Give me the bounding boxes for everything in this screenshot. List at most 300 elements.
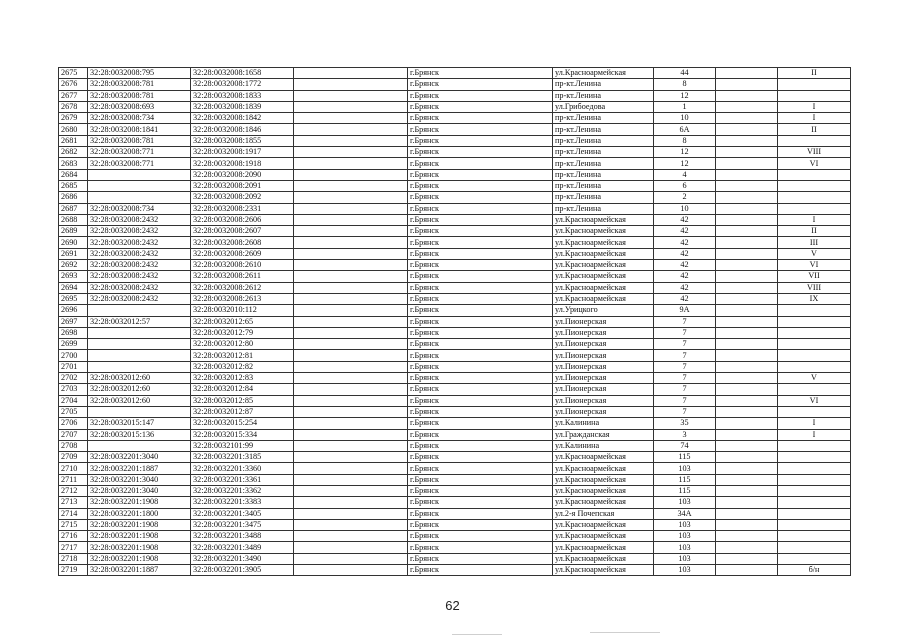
cell-cadastral-number: 32:28:0032008:1839	[191, 101, 294, 112]
cell-house-number: 115	[654, 485, 716, 496]
cell-house-number: 7	[654, 316, 716, 327]
cell-row-number: 2700	[59, 350, 88, 361]
cell-parent-cadastral-number	[88, 406, 191, 417]
cell-city: г.Брянск	[408, 350, 553, 361]
cell-empty-column	[716, 474, 778, 485]
cell-unit-number	[778, 90, 851, 101]
cell-empty-column	[716, 305, 778, 316]
cell-empty-column	[294, 147, 408, 158]
cell-street: ул.Калинина	[553, 440, 654, 451]
table-row	[59, 553, 851, 564]
cell-cadastral-number: 32:28:0032012:85	[191, 395, 294, 406]
table-row	[59, 282, 851, 293]
cell-cadastral-number: 32:28:0032008:2608	[191, 237, 294, 248]
table-body	[59, 68, 851, 576]
cell-parent-cadastral-number: 32:28:0032201:3040	[88, 452, 191, 463]
cell-unit-number: VIII	[778, 282, 851, 293]
cell-row-number: 2704	[59, 395, 88, 406]
cell-house-number: 42	[654, 282, 716, 293]
cell-empty-column	[716, 327, 778, 338]
cell-cadastral-number: 32:28:0032201:3362	[191, 485, 294, 496]
cell-cadastral-number: 32:28:0032201:3185	[191, 452, 294, 463]
cell-cadastral-number: 32:28:0032201:3475	[191, 519, 294, 530]
cell-row-number: 2689	[59, 226, 88, 237]
cell-empty-column	[716, 248, 778, 259]
cell-parent-cadastral-number: 32:28:0032201:1908	[88, 542, 191, 553]
cell-house-number: 74	[654, 440, 716, 451]
cell-street: пр-кт.Ленина	[553, 135, 654, 146]
cell-city: г.Брянск	[408, 440, 553, 451]
cell-empty-column	[294, 124, 408, 135]
table-row	[59, 68, 851, 79]
cell-cadastral-number: 32:28:0032201:3383	[191, 497, 294, 508]
cell-street: ул.Пионерская	[553, 384, 654, 395]
cell-row-number: 2684	[59, 169, 88, 180]
cell-row-number: 2708	[59, 440, 88, 451]
cell-row-number: 2697	[59, 316, 88, 327]
cell-street: пр-кт.Ленина	[553, 113, 654, 124]
cell-cadastral-number: 32:28:0032008:2611	[191, 271, 294, 282]
cell-empty-column	[716, 68, 778, 79]
table-row	[59, 429, 851, 440]
cell-empty-column	[294, 553, 408, 564]
table-row	[59, 519, 851, 530]
table-row	[59, 203, 851, 214]
cell-empty-column	[294, 327, 408, 338]
cell-house-number: 7	[654, 361, 716, 372]
cell-row-number: 2707	[59, 429, 88, 440]
table-row	[59, 327, 851, 338]
cell-empty-column	[294, 316, 408, 327]
cell-parent-cadastral-number: 32:28:0032008:781	[88, 135, 191, 146]
cell-row-number: 2701	[59, 361, 88, 372]
cell-row-number: 2690	[59, 237, 88, 248]
cell-house-number: 4	[654, 169, 716, 180]
cell-city: г.Брянск	[408, 101, 553, 112]
cell-house-number: 12	[654, 147, 716, 158]
cell-row-number: 2698	[59, 327, 88, 338]
cell-row-number: 2677	[59, 90, 88, 101]
cell-empty-column	[716, 147, 778, 158]
cell-cadastral-number: 32:28:0032012:87	[191, 406, 294, 417]
table-row	[59, 531, 851, 542]
cell-cadastral-number: 32:28:0032012:82	[191, 361, 294, 372]
cell-cadastral-number: 32:28:0032201:3405	[191, 508, 294, 519]
cell-parent-cadastral-number: 32:28:0032012:60	[88, 384, 191, 395]
cell-cadastral-number: 32:28:0032012:65	[191, 316, 294, 327]
cell-street: ул.Пионерская	[553, 395, 654, 406]
cell-row-number: 2717	[59, 542, 88, 553]
cell-empty-column	[716, 135, 778, 146]
cell-unit-number: V	[778, 373, 851, 384]
cell-unit-number: IX	[778, 293, 851, 304]
cell-street: ул.Красноармейская	[553, 485, 654, 496]
cell-street: ул.Красноармейская	[553, 542, 654, 553]
cell-unit-number: III	[778, 237, 851, 248]
cell-empty-column	[294, 406, 408, 417]
cell-parent-cadastral-number: 32:28:0032008:2432	[88, 226, 191, 237]
cell-empty-column	[716, 531, 778, 542]
cell-empty-column	[716, 271, 778, 282]
cell-unit-number	[778, 531, 851, 542]
table-row	[59, 474, 851, 485]
cell-empty-column	[294, 508, 408, 519]
cell-parent-cadastral-number	[88, 180, 191, 191]
cell-city: г.Брянск	[408, 158, 553, 169]
cell-empty-column	[294, 68, 408, 79]
cell-empty-column	[294, 90, 408, 101]
cell-empty-column	[294, 339, 408, 350]
cell-house-number: 103	[654, 531, 716, 542]
cell-empty-column	[716, 101, 778, 112]
cell-parent-cadastral-number	[88, 192, 191, 203]
cell-row-number: 2682	[59, 147, 88, 158]
cell-street: ул.Пионерская	[553, 406, 654, 417]
cell-city: г.Брянск	[408, 418, 553, 429]
cell-empty-column	[294, 542, 408, 553]
cell-parent-cadastral-number: 32:28:0032201:1887	[88, 463, 191, 474]
cell-empty-column	[294, 214, 408, 225]
cell-city: г.Брянск	[408, 68, 553, 79]
cell-row-number: 2679	[59, 113, 88, 124]
cell-house-number: 7	[654, 384, 716, 395]
cell-empty-column	[716, 214, 778, 225]
cell-unit-number: VIII	[778, 147, 851, 158]
table-row	[59, 271, 851, 282]
cell-empty-column	[716, 418, 778, 429]
cell-house-number: 115	[654, 452, 716, 463]
cell-cadastral-number: 32:28:0032010:112	[191, 305, 294, 316]
cell-unit-number: II	[778, 124, 851, 135]
cell-row-number: 2716	[59, 531, 88, 542]
cell-empty-column	[294, 565, 408, 576]
cell-cadastral-number: 32:28:0032012:84	[191, 384, 294, 395]
cell-unit-number	[778, 350, 851, 361]
cell-empty-column	[294, 260, 408, 271]
cell-unit-number: I	[778, 429, 851, 440]
cell-unit-number	[778, 203, 851, 214]
cell-house-number: 103	[654, 497, 716, 508]
cell-cadastral-number: 32:28:0032008:1855	[191, 135, 294, 146]
table-row	[59, 406, 851, 417]
cell-house-number: 42	[654, 226, 716, 237]
cell-house-number: 7	[654, 406, 716, 417]
cell-city: г.Брянск	[408, 373, 553, 384]
cell-cadastral-number: 32:28:0032201:3488	[191, 531, 294, 542]
cell-street: ул.Красноармейская	[553, 248, 654, 259]
cell-empty-column	[716, 169, 778, 180]
cell-row-number: 2675	[59, 68, 88, 79]
cell-unit-number	[778, 452, 851, 463]
cell-row-number: 2709	[59, 452, 88, 463]
cell-house-number: 7	[654, 373, 716, 384]
cell-row-number: 2681	[59, 135, 88, 146]
cell-unit-number	[778, 361, 851, 372]
cell-empty-column	[716, 79, 778, 90]
cell-house-number: 10	[654, 203, 716, 214]
cell-street: ул.Пионерская	[553, 350, 654, 361]
cell-street: ул.Урицкого	[553, 305, 654, 316]
cell-street: пр-кт.Ленина	[553, 124, 654, 135]
cell-empty-column	[294, 305, 408, 316]
cell-city: г.Брянск	[408, 271, 553, 282]
cell-house-number: 12	[654, 158, 716, 169]
cell-city: г.Брянск	[408, 293, 553, 304]
cell-city: г.Брянск	[408, 169, 553, 180]
cell-row-number: 2703	[59, 384, 88, 395]
cell-city: г.Брянск	[408, 542, 553, 553]
cell-unit-number	[778, 406, 851, 417]
cell-cadastral-number: 32:28:0032201:3360	[191, 463, 294, 474]
cell-city: г.Брянск	[408, 113, 553, 124]
table-row	[59, 293, 851, 304]
cell-unit-number: II	[778, 226, 851, 237]
cell-street: пр-кт.Ленина	[553, 158, 654, 169]
cell-city: г.Брянск	[408, 90, 553, 101]
cell-row-number: 2706	[59, 418, 88, 429]
cell-empty-column	[294, 113, 408, 124]
cell-city: г.Брянск	[408, 553, 553, 564]
cell-city: г.Брянск	[408, 531, 553, 542]
cell-empty-column	[716, 373, 778, 384]
cell-parent-cadastral-number: 32:28:0032008:2432	[88, 248, 191, 259]
table-row	[59, 147, 851, 158]
cell-city: г.Брянск	[408, 214, 553, 225]
cell-empty-column	[294, 169, 408, 180]
cell-unit-number	[778, 192, 851, 203]
cell-city: г.Брянск	[408, 384, 553, 395]
cell-unit-number	[778, 305, 851, 316]
cadastral-records-table	[58, 67, 851, 576]
cell-cadastral-number: 32:28:0032008:1917	[191, 147, 294, 158]
cell-cadastral-number: 32:28:0032008:1772	[191, 79, 294, 90]
table-row	[59, 169, 851, 180]
table-row	[59, 226, 851, 237]
cell-city: г.Брянск	[408, 124, 553, 135]
cell-empty-column	[294, 474, 408, 485]
cell-cadastral-number: 32:28:0032008:2613	[191, 293, 294, 304]
cell-city: г.Брянск	[408, 485, 553, 496]
cell-row-number: 2683	[59, 158, 88, 169]
scan-artifact-line	[590, 632, 660, 633]
cell-row-number: 2714	[59, 508, 88, 519]
cell-street: ул.Пионерская	[553, 316, 654, 327]
cell-cadastral-number: 32:28:0032008:1833	[191, 90, 294, 101]
cell-street: пр-кт.Ленина	[553, 192, 654, 203]
cell-empty-column	[294, 180, 408, 191]
cell-cadastral-number: 32:28:0032015:334	[191, 429, 294, 440]
cell-empty-column	[716, 339, 778, 350]
cell-parent-cadastral-number: 32:28:0032201:3040	[88, 474, 191, 485]
cell-row-number: 2696	[59, 305, 88, 316]
cell-house-number: 7	[654, 395, 716, 406]
cell-parent-cadastral-number: 32:28:0032008:795	[88, 68, 191, 79]
cell-empty-column	[294, 497, 408, 508]
cell-street: ул.Красноармейская	[553, 553, 654, 564]
cell-cadastral-number: 32:28:0032008:1846	[191, 124, 294, 135]
cell-house-number: 6А	[654, 124, 716, 135]
cell-street: ул.2-я Почепская	[553, 508, 654, 519]
cell-cadastral-number: 32:28:0032008:2091	[191, 180, 294, 191]
cell-cadastral-number: 32:28:0032012:83	[191, 373, 294, 384]
cell-street: ул.Калинина	[553, 418, 654, 429]
cell-cadastral-number: 32:28:0032008:2609	[191, 248, 294, 259]
cell-unit-number	[778, 497, 851, 508]
cell-house-number: 7	[654, 339, 716, 350]
cell-row-number: 2702	[59, 373, 88, 384]
cell-unit-number: VI	[778, 395, 851, 406]
cell-unit-number	[778, 485, 851, 496]
cell-street: ул.Красноармейская	[553, 260, 654, 271]
cell-street: пр-кт.Ленина	[553, 90, 654, 101]
page-number: 62	[445, 598, 460, 613]
cell-street: пр-кт.Ленина	[553, 180, 654, 191]
table-row	[59, 463, 851, 474]
cell-unit-number	[778, 180, 851, 191]
table-row	[59, 316, 851, 327]
cell-street: ул.Красноармейская	[553, 497, 654, 508]
cell-row-number: 2710	[59, 463, 88, 474]
table-row	[59, 158, 851, 169]
cell-parent-cadastral-number	[88, 169, 191, 180]
cell-empty-column	[294, 519, 408, 530]
cell-street: ул.Гражданская	[553, 429, 654, 440]
table-row	[59, 485, 851, 496]
cell-row-number: 2680	[59, 124, 88, 135]
cell-empty-column	[716, 316, 778, 327]
cell-city: г.Брянск	[408, 474, 553, 485]
cell-row-number: 2685	[59, 180, 88, 191]
cell-house-number: 42	[654, 293, 716, 304]
cell-empty-column	[294, 463, 408, 474]
table-row	[59, 361, 851, 372]
cell-unit-number	[778, 135, 851, 146]
cell-parent-cadastral-number: 32:28:0032012:60	[88, 395, 191, 406]
cell-empty-column	[294, 384, 408, 395]
cell-unit-number: I	[778, 101, 851, 112]
cell-house-number: 44	[654, 68, 716, 79]
cell-empty-column	[294, 418, 408, 429]
cell-empty-column	[716, 158, 778, 169]
cell-street: пр-кт.Ленина	[553, 147, 654, 158]
scan-artifact-line	[452, 634, 502, 635]
cell-house-number: 3	[654, 429, 716, 440]
cell-row-number: 2688	[59, 214, 88, 225]
cell-row-number: 2691	[59, 248, 88, 259]
cell-unit-number	[778, 508, 851, 519]
cell-empty-column	[716, 350, 778, 361]
cell-street: ул.Красноармейская	[553, 68, 654, 79]
cell-street: ул.Красноармейская	[553, 282, 654, 293]
cell-street: ул.Пионерская	[553, 339, 654, 350]
cell-unit-number	[778, 169, 851, 180]
cell-empty-column	[716, 260, 778, 271]
cell-empty-column	[716, 440, 778, 451]
cell-row-number: 2718	[59, 553, 88, 564]
cell-city: г.Брянск	[408, 463, 553, 474]
cell-row-number: 2719	[59, 565, 88, 576]
cell-empty-column	[294, 531, 408, 542]
table-row	[59, 305, 851, 316]
cell-empty-column	[716, 565, 778, 576]
cell-city: г.Брянск	[408, 361, 553, 372]
cell-parent-cadastral-number: 32:28:0032008:781	[88, 90, 191, 101]
cell-house-number: 34А	[654, 508, 716, 519]
cell-parent-cadastral-number	[88, 339, 191, 350]
cell-parent-cadastral-number: 32:28:0032201:3040	[88, 485, 191, 496]
cell-empty-column	[294, 395, 408, 406]
table-row	[59, 124, 851, 135]
cell-row-number: 2693	[59, 271, 88, 282]
cell-parent-cadastral-number: 32:28:0032201:1800	[88, 508, 191, 519]
cell-cadastral-number: 32:28:0032008:2092	[191, 192, 294, 203]
cell-parent-cadastral-number: 32:28:0032008:2432	[88, 214, 191, 225]
cell-house-number: 8	[654, 79, 716, 90]
cell-city: г.Брянск	[408, 192, 553, 203]
cell-street: ул.Красноармейская	[553, 214, 654, 225]
cell-row-number: 2695	[59, 293, 88, 304]
cell-unit-number	[778, 316, 851, 327]
table-row	[59, 135, 851, 146]
document-table-container	[58, 67, 850, 576]
table-row	[59, 101, 851, 112]
cell-empty-column	[716, 180, 778, 191]
cell-empty-column	[294, 192, 408, 203]
cell-parent-cadastral-number: 32:28:0032008:771	[88, 158, 191, 169]
cell-unit-number: II	[778, 68, 851, 79]
cell-parent-cadastral-number: 32:28:0032008:2432	[88, 271, 191, 282]
cell-empty-column	[294, 101, 408, 112]
table-row	[59, 350, 851, 361]
cell-street: ул.Красноармейская	[553, 226, 654, 237]
table-row	[59, 248, 851, 259]
cell-cadastral-number: 32:28:0032201:3361	[191, 474, 294, 485]
cell-parent-cadastral-number	[88, 350, 191, 361]
cell-city: г.Брянск	[408, 226, 553, 237]
cell-unit-number	[778, 339, 851, 350]
cell-street: ул.Пионерская	[553, 373, 654, 384]
cell-street: ул.Красноармейская	[553, 474, 654, 485]
cell-empty-column	[294, 271, 408, 282]
table-row	[59, 237, 851, 248]
cell-parent-cadastral-number: 32:28:0032008:781	[88, 79, 191, 90]
cell-house-number: 7	[654, 327, 716, 338]
cell-row-number: 2711	[59, 474, 88, 485]
cell-parent-cadastral-number: 32:28:0032015:136	[88, 429, 191, 440]
cell-unit-number	[778, 384, 851, 395]
table-row	[59, 542, 851, 553]
cell-city: г.Брянск	[408, 395, 553, 406]
table-row	[59, 180, 851, 191]
cell-unit-number	[778, 79, 851, 90]
cell-street: ул.Пионерская	[553, 327, 654, 338]
cell-empty-column	[716, 452, 778, 463]
cell-city: г.Брянск	[408, 519, 553, 530]
cell-empty-column	[716, 519, 778, 530]
cell-empty-column	[716, 508, 778, 519]
cell-unit-number: б/н	[778, 565, 851, 576]
table-row	[59, 508, 851, 519]
cell-empty-column	[716, 497, 778, 508]
cell-city: г.Брянск	[408, 452, 553, 463]
cell-house-number: 8	[654, 135, 716, 146]
cell-empty-column	[716, 203, 778, 214]
cell-unit-number: I	[778, 113, 851, 124]
cell-street: пр-кт.Ленина	[553, 169, 654, 180]
cell-row-number: 2678	[59, 101, 88, 112]
cell-street: ул.Красноармейская	[553, 452, 654, 463]
table-row	[59, 452, 851, 463]
